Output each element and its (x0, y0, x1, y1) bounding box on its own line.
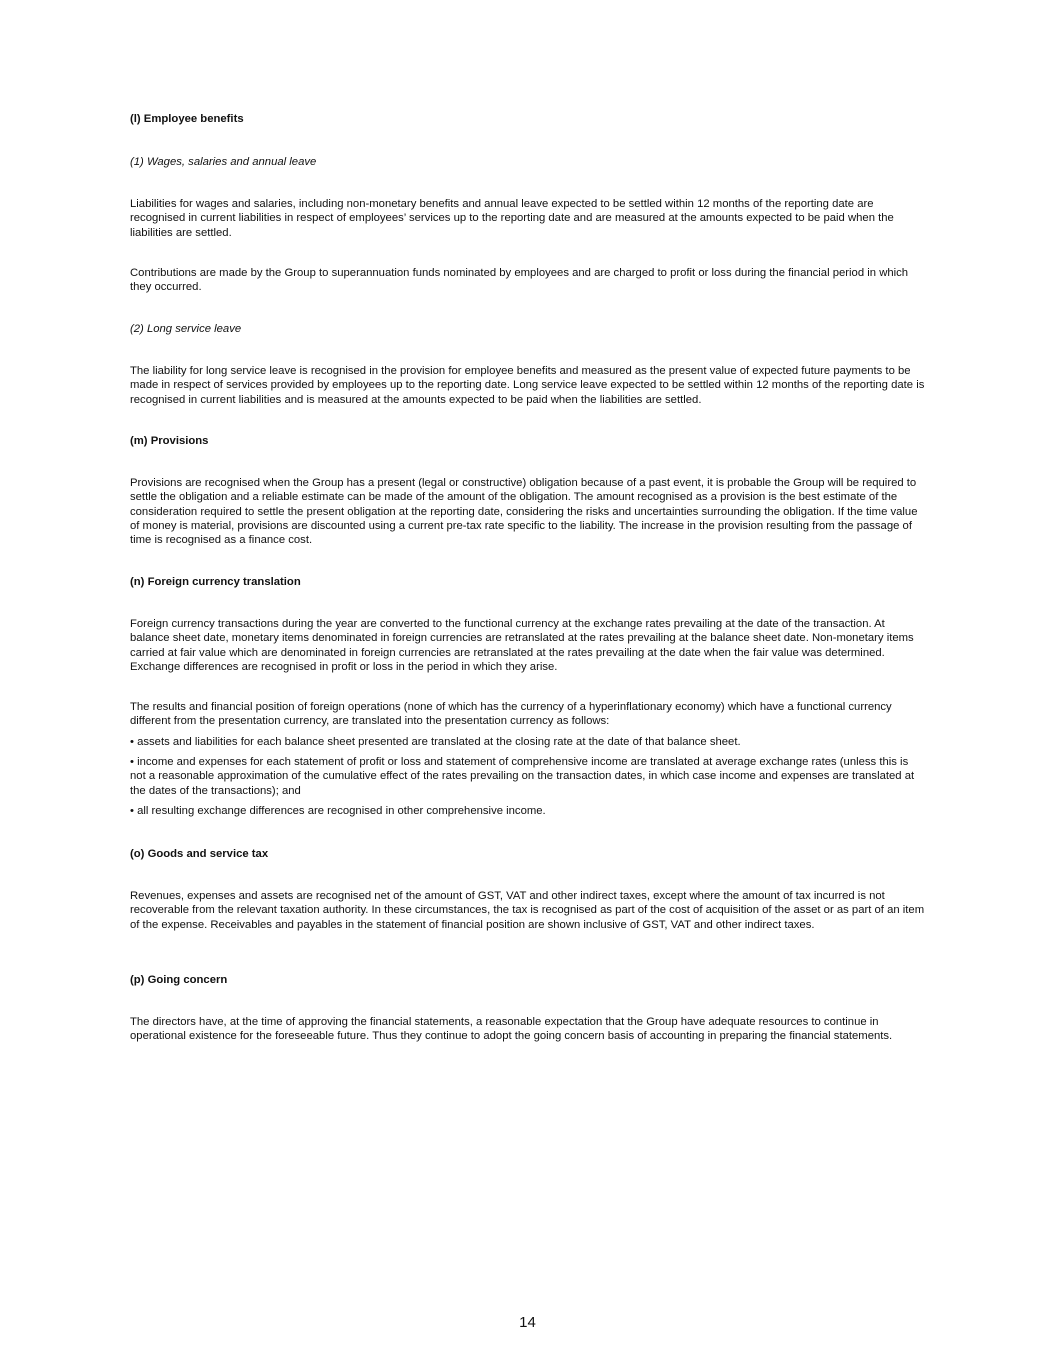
heading-gst: (o) Goods and service tax (130, 848, 269, 860)
paragraph-provisions: Provisions are recognised when the Group has a present (legal or constructive) obligation because of a past event, it is probable the Group will be required to settle the obligation and a reliable estimate can be made of the amount of the obligation. The amount recognised as a provision is the best estimate of the consideration required to settle the present obligation at the reporting date, considering the risks and uncertainties surrounding the obligation. If the time value of money is material, provisions are discounted using a current pre-tax rate specific to the liability. The increase in the provision resulting from the passage of time is recognised as a finance cost. (130, 477, 918, 547)
paragraph-contributions: Contributions are made by the Group to superannuation funds nominated by employees and are charged to profit or loss during the financial period in which they occurred. (130, 267, 909, 294)
heading-provisions: (m) Provisions (130, 435, 209, 447)
heading-foreign-currency: (n) Foreign currency translation (130, 576, 301, 588)
subheading-wages: (1) Wages, salaries and annual leave (130, 156, 317, 168)
paragraph-going-concern: The directors have, at the time of approving the financial statements, a reasonable expectation that the Group have adequate resources to continue in operational existence for the foreseeable future. Thus they continue to adopt the going concern basis of accounting in preparing the financial statements. (130, 1016, 893, 1043)
bullet-assets-liabilities: • assets and liabilities for each balance sheet presented are translated at the closing rate at the date of that balance sheet. (130, 736, 741, 748)
page-number: 14 (519, 1314, 536, 1331)
paragraph-foreign-currency-transactions: Foreign currency transactions during the year are converted to the functional currency at the exchange rates prevailing at the date of the transaction. At balance sheet date, monetary items denominated in foreign currencies are retranslated at the rates prevailing at the balance sheet date. Non-monetary items carried at fair value which are denominated in foreign currencies are retranslated at the rates prevailing at the date when the fair value was determined. Exchange differences are recognised in profit or loss in the period in which they arise. (130, 618, 914, 673)
paragraph-long-service-leave: The liability for long service leave is recognised in the provision for employee benefits and measured as the present value of expected future payments to be made in respect of services provided by employees up to the reporting date. Long service leave expected to be settled within 12 months of the reporting date is recognised in current liabilities and is measured at the amounts expected to be paid when the liabilities are settled. (130, 365, 925, 406)
heading-employee-benefits: (l) Employee benefits (130, 113, 244, 125)
paragraph-foreign-operations: The results and financial position of foreign operations (none of which has the currency of a hyperinflationary economy) which have a functional currency different from the presentation currency, are translated into the presentation currency as follows: (130, 701, 892, 728)
bullet-exchange-differences: • all resulting exchange differences are recognised in other comprehensive income. (130, 805, 546, 817)
bullet-income-expenses: • income and expenses for each statement of profit or loss and statement of comprehensive income are translated at average exchange rates (unless this is not a reasonable approximation of the cumulative effect of the rates prevailing on the transaction dates, in which case income and expenses are translated at the dates of the transactions); and (130, 756, 915, 797)
paragraph-wages: Liabilities for wages and salaries, including non-monetary benefits and annual leave expected to be settled within 12 months of the reporting date are recognised in current liabilities in respect of employees’ services up to the reporting date and are measured at the amounts expected to be paid when the liabilities are settled. (130, 198, 894, 239)
paragraph-gst: Revenues, expenses and assets are recognised net of the amount of GST, VAT and other indirect taxes, except where the amount of tax incurred is not recoverable from the relevant taxation authority. In these circumstances, the tax is recognised as part of the cost of acquisition of the asset or as part of an item of the expense. Receivables and payables in the statement of financial position are shown inclusive of GST, VAT and other indirect taxes. (130, 890, 925, 931)
heading-going-concern: (p) Going concern (130, 974, 228, 986)
subheading-long-service-leave: (2) Long service leave (130, 323, 242, 335)
